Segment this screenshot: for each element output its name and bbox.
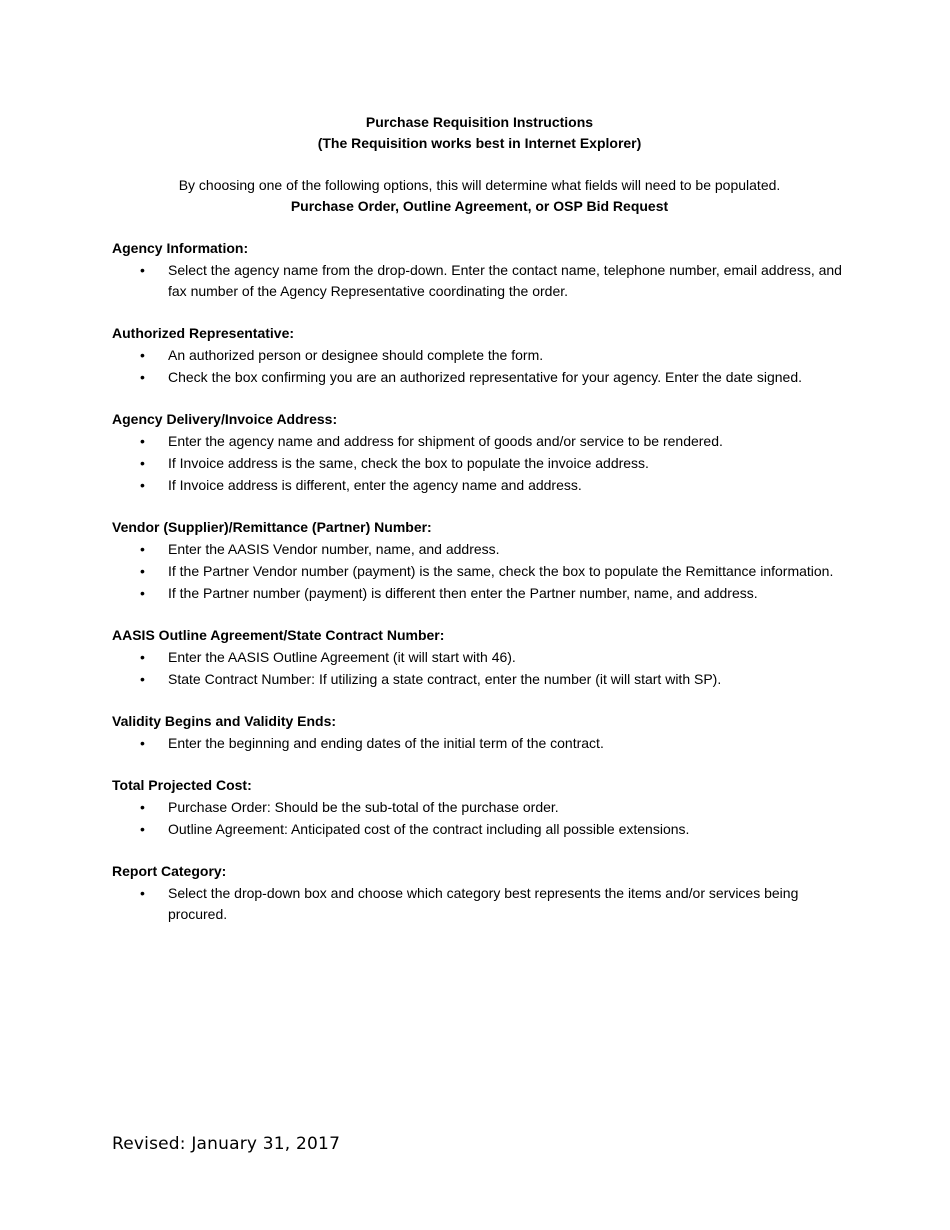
list-item-text: Outline Agreement: Anticipated cost of the contract including all possible extensions.	[168, 821, 690, 837]
bullet-list	[112, 431, 847, 496]
bullet-list	[112, 647, 847, 690]
bullet-icon: •	[140, 563, 145, 579]
bullet-list	[112, 539, 847, 604]
instruction-sections	[112, 238, 847, 925]
section	[112, 775, 847, 840]
list-item-text: If Invoice address is different, enter the agency name and address.	[168, 477, 582, 493]
section-heading: AASIS Outline Agreement/State Contract Number:	[112, 627, 445, 643]
bullet-list	[112, 733, 847, 754]
section	[112, 517, 847, 604]
bullet-icon: •	[140, 541, 145, 557]
list-item-text: Enter the AASIS Outline Agreement (it will start with 46).	[168, 649, 516, 665]
bullet-icon: •	[140, 885, 145, 901]
list-item-text: If the Partner number (payment) is different then enter the Partner number, name, and address.	[168, 585, 758, 601]
list-item-text: Check the box confirming you are an authorized representative for your agency. Enter the date signed.	[168, 369, 802, 385]
section-heading: Agency Information:	[112, 240, 249, 256]
list-item-text: Enter the agency name and address for shipment of goods and/or service to be rendered.	[168, 433, 723, 449]
list-item	[112, 819, 847, 840]
list-item-text: State Contract Number: If utilizing a state contract, enter the number (it will start with SP).	[168, 671, 722, 687]
section-heading: Authorized Representative:	[112, 325, 295, 341]
intro-text: By choosing one of the following options, this will determine what fields will need to be populated.	[178, 177, 781, 193]
list-item	[112, 345, 847, 366]
list-item	[112, 561, 847, 582]
section	[112, 625, 847, 690]
list-item	[112, 260, 847, 302]
list-item-text: Select the drop-down box and choose which category best represents the items and/or services being procured.	[168, 885, 799, 922]
bullet-icon: •	[140, 433, 145, 449]
bullet-icon: •	[140, 671, 145, 687]
list-item	[112, 647, 847, 668]
section-heading: Vendor (Supplier)/Remittance (Partner) Number:	[112, 519, 432, 535]
bullet-icon: •	[140, 799, 145, 815]
section-heading: Validity Begins and Validity Ends:	[112, 713, 337, 729]
section	[112, 409, 847, 496]
list-item-text: If the Partner Vendor number (payment) is the same, check the box to populate the Remittance information.	[168, 563, 834, 579]
section-heading: Report Category:	[112, 863, 227, 879]
bullet-icon: •	[140, 821, 145, 837]
list-item-text: An authorized person or designee should complete the form.	[168, 347, 544, 363]
bullet-icon: •	[140, 585, 145, 601]
intro-options: Purchase Order, Outline Agreement, or OSP Bid Request	[290, 198, 669, 214]
bullet-list	[112, 883, 847, 925]
bullet-icon: •	[140, 455, 145, 471]
bullet-icon: •	[140, 649, 145, 665]
bullet-icon: •	[140, 735, 145, 751]
list-item	[112, 669, 847, 690]
revised-date: Revised: January 31, 2017	[112, 1134, 341, 1154]
list-item-text: If Invoice address is the same, check the box to populate the invoice address.	[168, 455, 649, 471]
document-subtitle: (The Requisition works best in Internet Explorer)	[317, 135, 642, 151]
list-item	[112, 733, 847, 754]
bullet-icon: •	[140, 347, 145, 363]
list-item	[112, 475, 847, 496]
section-heading: Total Projected Cost:	[112, 777, 252, 793]
section	[112, 861, 847, 925]
list-item	[112, 797, 847, 818]
bullet-list	[112, 797, 847, 840]
document-title: Purchase Requisition Instructions	[365, 114, 594, 130]
document-page	[112, 112, 847, 925]
list-item	[112, 453, 847, 474]
list-item-text: Enter the AASIS Vendor number, name, and address.	[168, 541, 500, 557]
list-item-text: Purchase Order: Should be the sub-total of the purchase order.	[168, 799, 559, 815]
list-item-text: Select the agency name from the drop-down. Enter the contact name, telephone number, email address, and fax number of the Agency Representative coordinating the order.	[168, 262, 842, 299]
intro-block	[112, 175, 847, 217]
list-item	[112, 583, 847, 604]
section	[112, 711, 847, 754]
list-item-text: Enter the beginning and ending dates of the initial term of the contract.	[168, 735, 604, 751]
section	[112, 323, 847, 388]
list-item	[112, 431, 847, 452]
list-item	[112, 367, 847, 388]
bullet-icon: •	[140, 369, 145, 385]
bullet-icon: •	[140, 262, 145, 278]
title-block	[112, 112, 847, 154]
bullet-list	[112, 345, 847, 388]
list-item	[112, 883, 847, 925]
section-heading: Agency Delivery/Invoice Address:	[112, 411, 338, 427]
bullet-list	[112, 260, 847, 302]
section	[112, 238, 847, 302]
bullet-icon: •	[140, 477, 145, 493]
list-item	[112, 539, 847, 560]
